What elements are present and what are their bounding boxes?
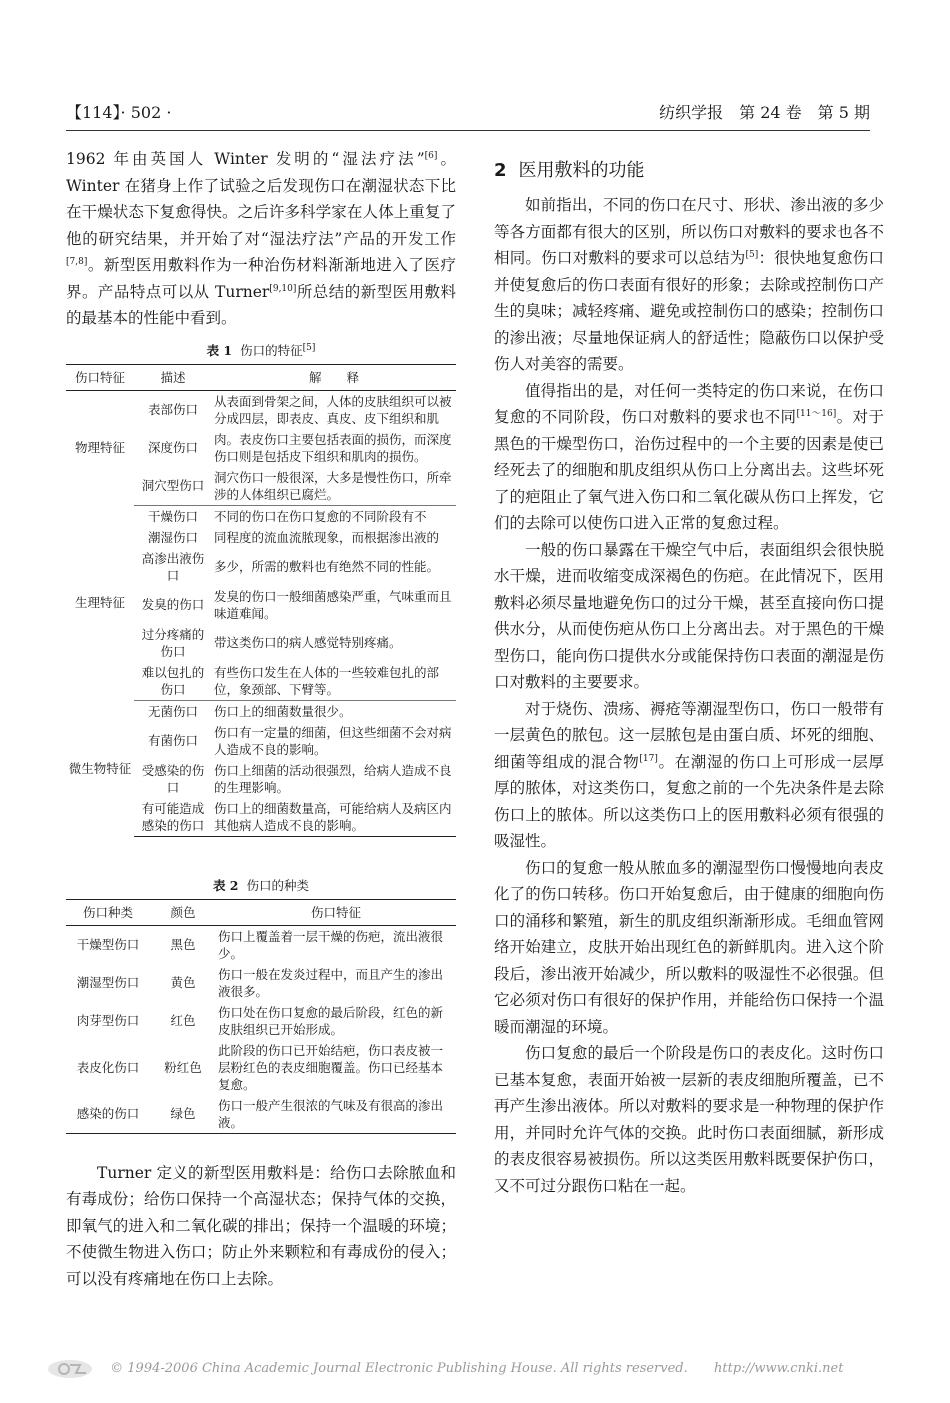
table-row — [66, 390, 456, 429]
desc-cell: 发臭的伤口 — [141, 597, 205, 612]
citation[interactable]: [11～16] — [796, 408, 837, 419]
explain-cell: 不同的伤口在伤口复愈的不同阶段有不 — [214, 508, 427, 524]
table-header: 颜色 — [150, 899, 216, 925]
table-row — [66, 1002, 456, 1040]
category-cell: 生理特征 — [74, 595, 125, 610]
explain-cell: 伤口上细菌的活动很强烈，给病人造成不良的生理影响。 — [214, 762, 452, 795]
table-header: 描述 — [134, 364, 212, 390]
cnki-logo-icon — [46, 1358, 94, 1380]
feature-cell: 伤口一般产生很浓的气味及有很高的渗出液。 — [216, 1095, 456, 1134]
citation[interactable]: [17] — [639, 753, 658, 764]
explain-cell: 有些伤口发生在人体的一些较难包扎的部位，象颈部、下臂等。 — [212, 662, 456, 701]
journal-title: 纺织学报 第 24 卷 第 5 期 — [659, 103, 870, 122]
type-cell: 潮湿型伤口 — [76, 975, 140, 990]
explain-cell: 带这类伤口的病人感觉特别疼痛。 — [214, 635, 402, 650]
desc-cell: 潮湿伤口 — [147, 529, 198, 545]
table-row — [66, 700, 456, 722]
body-paragraph: 伤口的复愈一般从脓血多的潮湿型伤口慢慢地向表皮化了的伤口转移。伤口开始复愈后，由于健康的细胞向伤口的涌移和繁殖，新生的肌皮组织渐渐形成。毛细血管网络开始建立，皮肤开始出现红色的新鲜肌肉。进入这个阶段后，渗出液开始减少，所以敷料的吸湿性不必很强。但它必须对伤口有很好的保护作用，并能给伤口保持一个温暖而潮湿的环境。 — [494, 858, 884, 1036]
color-cell: 黄色 — [170, 975, 196, 990]
desc-cell: 受感染的伤口 — [141, 762, 205, 795]
desc-cell: 高渗出液伤口 — [141, 550, 205, 583]
type-cell: 表皮化伤口 — [76, 1059, 140, 1075]
cnki-link[interactable]: http://www.cnki.net — [714, 1361, 844, 1376]
table1-caption: 表 1 伤口的特征[5] — [206, 342, 316, 358]
citation[interactable]: [9,10] — [269, 283, 297, 294]
citation[interactable]: [6] — [424, 150, 438, 161]
body-paragraph: 如前指出，不同的伤口在尺寸、形状、渗出液的多少等各方面都有很大的区别，所以伤口对敷料的要求也各不相同。伤口对敷料的要求可以总结为[5]：很快地复愈伤口并使复愈后的伤口表面有很好的形象；去除或控制伤口产生的臭味；减轻疼痛、避免或控制伤口的感染；控制伤口的渗出液；尽量地保证病人的舒适性；隐蔽伤口以保护受伤人对美容的需要。 — [494, 196, 884, 373]
body-paragraph: 伤口复愈的最后一个阶段是伤口的表皮化。这时伤口已基本复愈，表面开始被一层新的表皮细胞所覆盖，已不再产生渗出液体。所以对敷料的要求是一种物理的保护作用，并同时允许气体的交换。此时伤口表面细腻，新形成的表皮很容易被损伤。所以这类医用敷料既要保护伤口，又不可过分跟伤口粘在一起。 — [494, 1044, 884, 1195]
table-row — [66, 1095, 456, 1134]
right-column — [494, 146, 884, 1199]
desc-cell: 过分疼痛的伤口 — [141, 626, 205, 659]
body-paragraph: 对于烧伤、溃疡、褥疮等潮湿型伤口，伤口一般带有一层黄色的脓包。这一层脓包是由蛋白质、坏死的细胞、细菌等组成的混合物[17]。在潮湿的伤口上可形成一层厚厚的脓体，对这类伤口，复愈之前的一个先决条件是去除伤口上的脓体。所以这类伤口上的医用敷料必须有很强的吸湿性。 — [494, 699, 884, 850]
table-row — [66, 964, 456, 1002]
explain-cell: 伤口上的细菌数量高，可能给病人及病区内其他病人造成不良的影响。 — [212, 798, 456, 837]
page-header — [66, 100, 870, 126]
desc-cell: 干燥伤口 — [147, 508, 198, 524]
feature-cell: 伤口上覆盖着一层干燥的伤疤，流出液很少。 — [218, 928, 444, 961]
citation[interactable]: [5] — [745, 249, 759, 260]
copyright-footer — [46, 1355, 916, 1383]
table-row — [66, 925, 456, 964]
explain-cell: 洞穴伤口一般很深，大多是慢性伤口，所牵涉的人体组织已腐烂。 — [212, 467, 456, 506]
turner-definition-paragraph: Turner 定义的新型医用敷料是：给伤口去除脓血和有毒成份；给伤口保持一个高湿状态；保持气体的交换，即氧气的进入和二氧化碳的排出；保持一个温暖的环境；不使微生物进入伤口；防止外来颗粒和有毒成份的侵入；可以没有疼痛地在伤口上去除。 — [66, 1163, 456, 1288]
table-header: 伤口特征 — [216, 899, 456, 925]
type-cell: 肉芽型伤口 — [76, 1013, 140, 1028]
category-cell: 微生物特征 — [68, 760, 132, 776]
table-row — [66, 505, 456, 527]
desc-cell: 有菌伤口 — [147, 733, 198, 748]
feature-cell: 伤口一般在发炎过程中，而且产生的渗出液很多。 — [218, 966, 444, 999]
feature-cell: 此阶段的伤口已开始结疤，伤口表皮被一层粉红色的表皮细胞覆盖。伤口已经基本复愈。 — [218, 1042, 444, 1092]
color-cell: 黑色 — [170, 937, 196, 952]
desc-cell: 无菌伤口 — [147, 703, 198, 719]
table-header: 解 释 — [212, 364, 456, 390]
table2-wound-types — [66, 899, 456, 1134]
category-cell: 物理特征 — [74, 440, 125, 456]
feature-cell: 伤口处在伤口复愈的最后阶段，红色的新皮肤组织已开始形成。 — [218, 1004, 444, 1037]
color-cell: 绿色 — [150, 1095, 216, 1134]
desc-cell: 有可能造成感染的伤口 — [134, 798, 212, 837]
color-cell: 红色 — [170, 1013, 196, 1028]
color-cell: 粉红色 — [164, 1059, 202, 1075]
left-column — [66, 146, 456, 1292]
body-paragraph: 一般的伤口暴露在干燥空气中后，表面组织会很快脱水干燥，进而收缩变成深褐色的伤疤。在此情况下，医用敷料必须尽量地避免伤口的过分干燥，甚至直接向伤口提供水分，从而使伤疤从伤口上分离出去。对于黑色的干燥型伤口，能向伤口提供水分或能保持伤口表面的潮湿是伤口对敷料的主要要求。 — [494, 540, 884, 691]
copyright-text: © 1994-2006 China Academic Journal Electronic Publishing House. All rights reserved. — [110, 1361, 688, 1376]
section-heading: 2 医用敷料的功能 — [494, 160, 645, 181]
explain-cell: 从表面到骨架之间，人体的皮肤组织可以被分成四层，即表皮、真皮、皮下组织和肌 — [214, 393, 452, 426]
desc-cell: 深度伤口 — [147, 440, 198, 455]
page-number: 【114】· 502 · — [66, 103, 172, 122]
explain-cell: 发臭的伤口一般细菌感染严重，气味重而且味道难闻。 — [214, 588, 452, 621]
explain-cell: 伤口有一定量的细菌，但这些细菌不会对病人造成不良的影响。 — [214, 724, 452, 757]
table-row — [66, 1040, 456, 1095]
header-rule — [66, 130, 870, 131]
type-cell: 感染的伤口 — [66, 1095, 150, 1134]
explain-cell: 伤口上的细菌数量很少。 — [214, 703, 352, 719]
explain-cell: 肉。表皮伤口主要包括表面的损伤，而深度伤口则是包括皮下组织和肌肉的损伤。 — [214, 431, 452, 464]
citation[interactable]: [7,8] — [66, 256, 88, 267]
table-header: 伤口种类 — [66, 899, 150, 925]
intro-paragraph: 1962 年由英国人 Winter 发明的“湿法疗法”[6]。Winter 在猪身上作了试验之后发现伤口在潮湿状态下比在干燥状态下复愈得快。之后许多科学家在人体上重复了他的研究结果，并开始了对“湿法疗法”产品的开发工作[7,8]。新型医用敷料作为一种治伤材料渐渐地进入了医疗界。产品特点可以从 Turner[9,10]所总结的新型医用敷料的最基本的性能中看到。 — [66, 150, 456, 327]
table2-caption: 表 2 伤口的种类 — [212, 877, 310, 893]
explain-cell: 同程度的流血流脓现象，而根据渗出液的 — [214, 529, 440, 545]
desc-cell: 洞穴型伤口 — [134, 467, 212, 506]
type-cell: 干燥型伤口 — [76, 937, 140, 952]
desc-cell: 难以包扎的伤口 — [134, 662, 212, 701]
body-paragraph: 值得指出的是，对任何一类特定的伤口来说，在伤口复愈的不同阶段，伤口对敷料的要求也不同[11～16]。对于黑色的干燥型伤口，治伤过程中的一个主要的因素是使已经死去了的细胞和肌皮组织从伤口上分离出去。这些坏死了的疤阻止了氧气进入伤口和二氧化碳从伤口上挥发，它们的去除可以使伤口进入正常的复愈过程。 — [494, 381, 884, 532]
desc-cell: 表部伤口 — [147, 402, 198, 417]
explain-cell: 多少，所需的敷料也有绝然不同的性能。 — [214, 559, 440, 574]
table1-wound-characteristics — [66, 364, 456, 837]
table-header: 伤口特征 — [66, 364, 134, 390]
